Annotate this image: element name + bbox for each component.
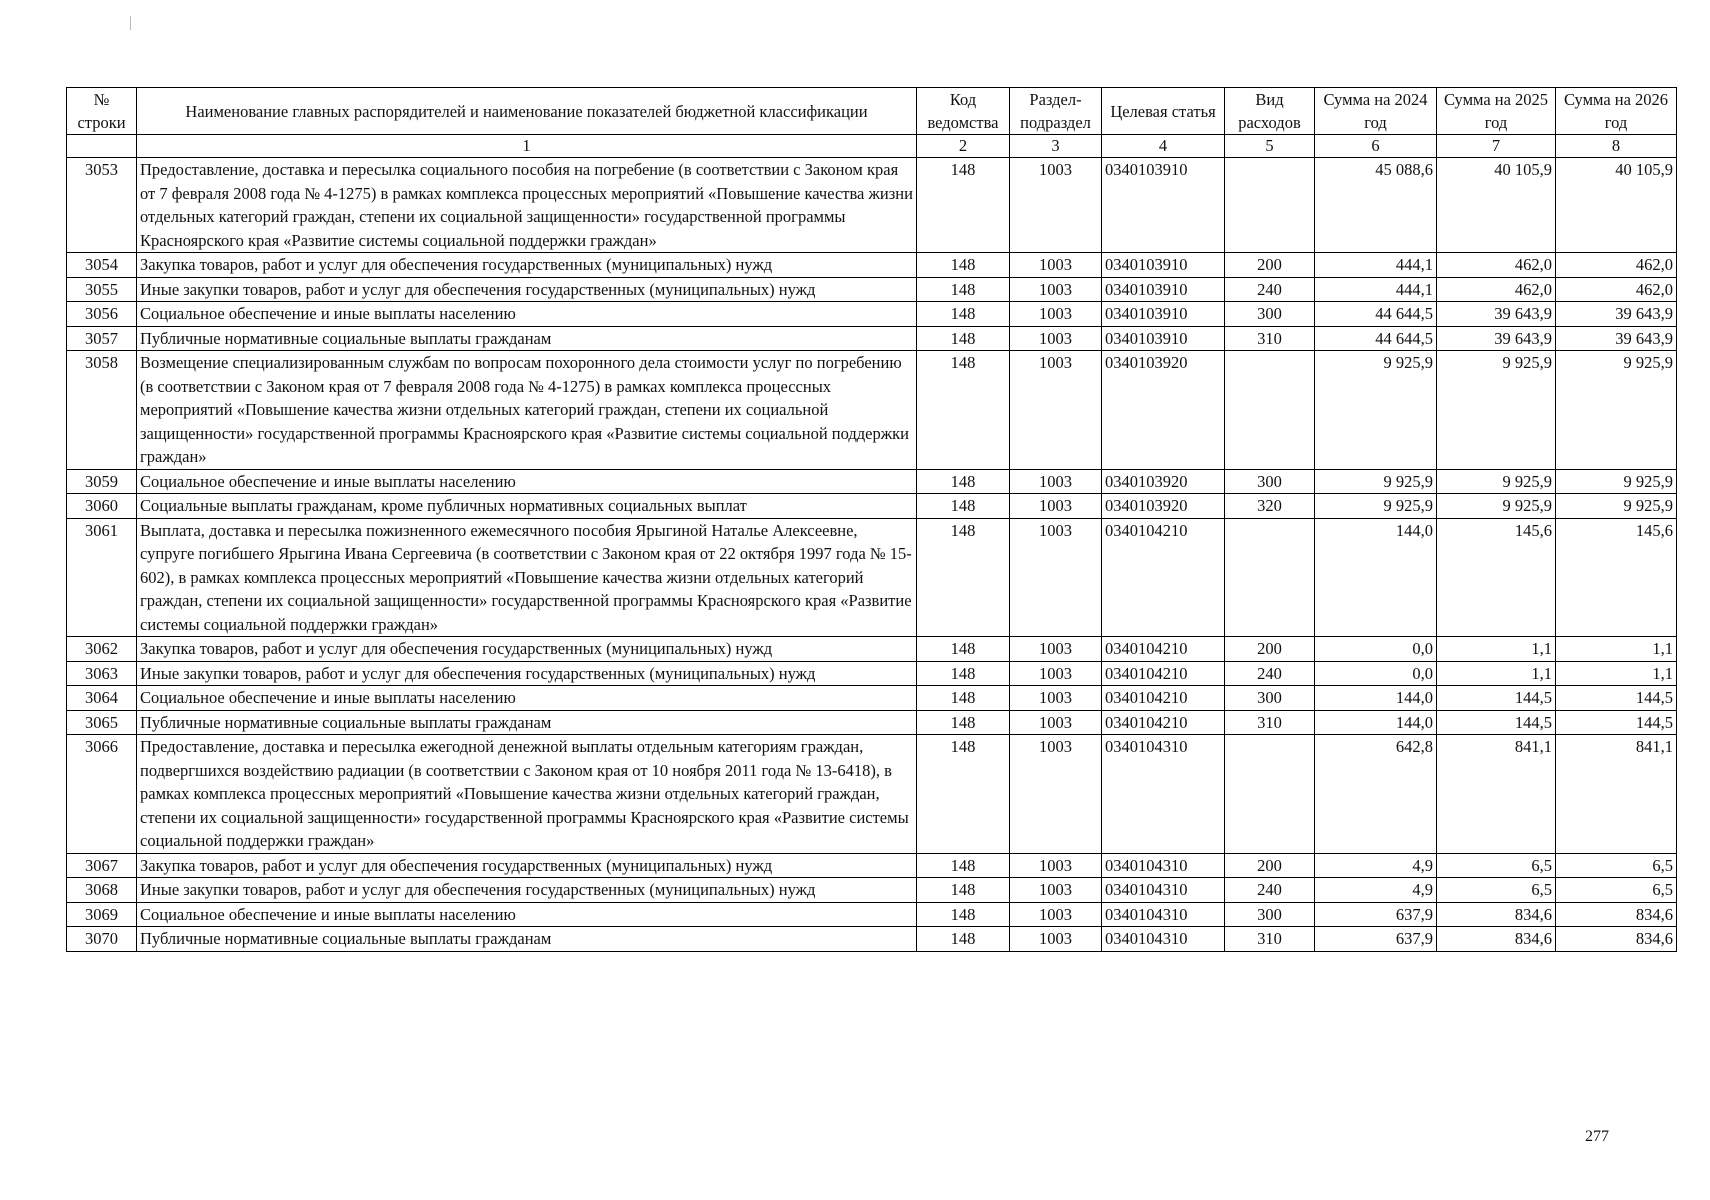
target-code: 0340103910: [1102, 253, 1225, 278]
row-name: Закупка товаров, работ и услуг для обеспечения государственных (муниципальных) нужд: [137, 853, 917, 878]
sum-2024: 444,1: [1315, 253, 1437, 278]
header-name: Наименование главных распорядителей и наименование показателей бюджетной классификации: [137, 88, 917, 135]
column-index: 5: [1225, 135, 1315, 158]
sum-2024: 0,0: [1315, 661, 1437, 686]
table-row: [67, 853, 1677, 878]
sum-2025: 9 925,9: [1437, 469, 1556, 494]
row-name: Социальное обеспечение и иные выплаты населению: [137, 686, 917, 711]
target-code: 0340104210: [1102, 637, 1225, 662]
target-code: 0340104310: [1102, 853, 1225, 878]
sum-2025: 841,1: [1437, 735, 1556, 854]
row-number: 3059: [67, 469, 137, 494]
dept-code: 148: [917, 735, 1010, 854]
sum-2026: 834,6: [1556, 927, 1677, 952]
expense-type: 240: [1225, 277, 1315, 302]
table-row: [67, 494, 1677, 519]
budget-table: [66, 87, 1677, 952]
target-code: 0340104210: [1102, 518, 1225, 637]
expense-type: 300: [1225, 469, 1315, 494]
sum-2024: 637,9: [1315, 902, 1437, 927]
header-row: [67, 88, 1677, 135]
sum-2025: 6,5: [1437, 853, 1556, 878]
table-row: [67, 518, 1677, 637]
dept-code: 148: [917, 253, 1010, 278]
section-code: 1003: [1010, 878, 1102, 903]
section-code: 1003: [1010, 927, 1102, 952]
sum-2026: 6,5: [1556, 853, 1677, 878]
section-code: 1003: [1010, 637, 1102, 662]
section-code: 1003: [1010, 735, 1102, 854]
dept-code: 148: [917, 158, 1010, 253]
row-name: Иные закупки товаров, работ и услуг для обеспечения государственных (муниципальных) нужд: [137, 661, 917, 686]
section-code: 1003: [1010, 518, 1102, 637]
row-name: Иные закупки товаров, работ и услуг для обеспечения государственных (муниципальных) нужд: [137, 878, 917, 903]
row-name: Возмещение специализированным службам по вопросам похоронного дела стоимости услуг по погребению (в соответствии с Законом края от 7 февраля 2008 года № 4-1275) в рамках комплекса процессных мероприятий «Повышение качества жизни отдельных категорий граждан, степени их социальной защищенности» государственной программы Красноярского края «Развитие системы социальной поддержки граждан»: [137, 351, 917, 470]
sum-2024: 45 088,6: [1315, 158, 1437, 253]
sum-2025: 144,5: [1437, 686, 1556, 711]
dept-code: 148: [917, 902, 1010, 927]
row-name: Закупка товаров, работ и услуг для обеспечения государственных (муниципальных) нужд: [137, 637, 917, 662]
table-row: [67, 878, 1677, 903]
target-code: 0340104210: [1102, 710, 1225, 735]
expense-type: 240: [1225, 878, 1315, 903]
sum-2026: 144,5: [1556, 710, 1677, 735]
sum-2024: 44 644,5: [1315, 302, 1437, 327]
expense-type: 200: [1225, 853, 1315, 878]
row-number: 3054: [67, 253, 137, 278]
row-number: 3055: [67, 277, 137, 302]
dept-code: 148: [917, 469, 1010, 494]
dept-code: 148: [917, 661, 1010, 686]
page-number: 277: [1585, 1128, 1609, 1145]
column-index: 1: [137, 135, 917, 158]
expense-type: [1225, 158, 1315, 253]
section-code: 1003: [1010, 469, 1102, 494]
section-code: 1003: [1010, 710, 1102, 735]
target-code: 0340104310: [1102, 878, 1225, 903]
row-number: 3065: [67, 710, 137, 735]
header-sum-2026: Сумма на 2026 год: [1556, 88, 1677, 135]
target-code: 0340104310: [1102, 902, 1225, 927]
section-code: 1003: [1010, 902, 1102, 927]
target-code: 0340104210: [1102, 686, 1225, 711]
section-code: 1003: [1010, 277, 1102, 302]
header-sum-2024: Сумма на 2024 год: [1315, 88, 1437, 135]
section-code: 1003: [1010, 253, 1102, 278]
expense-type: 240: [1225, 661, 1315, 686]
sum-2026: 9 925,9: [1556, 494, 1677, 519]
row-name: Выплата, доставка и пересылка пожизненного ежемесячного пособия Ярыгиной Наталье Алексеевне, супруге погибшего Ярыгина Ивана Сергеевича (в соответствии с Законом края от 22 октября 1997 года № 15-602), в рамках комплекса процессных мероприятий «Повышение качества жизни отдельных категорий граждан, степени их социальной защищенности» государственной программы Красноярского края «Развитие системы социальной поддержки граждан»: [137, 518, 917, 637]
table-row: [67, 302, 1677, 327]
section-code: 1003: [1010, 326, 1102, 351]
sum-2025: 9 925,9: [1437, 351, 1556, 470]
sum-2026: 462,0: [1556, 277, 1677, 302]
expense-type: 300: [1225, 686, 1315, 711]
dept-code: 148: [917, 853, 1010, 878]
target-code: 0340103910: [1102, 302, 1225, 327]
sum-2026: 834,6: [1556, 902, 1677, 927]
scan-mark: [130, 16, 131, 30]
sum-2024: 144,0: [1315, 686, 1437, 711]
row-number: 3061: [67, 518, 137, 637]
sum-2024: 9 925,9: [1315, 351, 1437, 470]
expense-type: 310: [1225, 927, 1315, 952]
table-body: [67, 158, 1677, 952]
row-number: 3068: [67, 878, 137, 903]
sum-2025: 145,6: [1437, 518, 1556, 637]
column-index: 2: [917, 135, 1010, 158]
section-code: 1003: [1010, 853, 1102, 878]
table-row: [67, 927, 1677, 952]
sum-2024: 642,8: [1315, 735, 1437, 854]
header-dept-code: Код ведомства: [917, 88, 1010, 135]
dept-code: 148: [917, 878, 1010, 903]
expense-type: 300: [1225, 302, 1315, 327]
row-name: Иные закупки товаров, работ и услуг для обеспечения государственных (муниципальных) нужд: [137, 277, 917, 302]
target-code: 0340103910: [1102, 326, 1225, 351]
expense-type: [1225, 735, 1315, 854]
column-index: 8: [1556, 135, 1677, 158]
table-row: [67, 158, 1677, 253]
target-code: 0340104310: [1102, 927, 1225, 952]
target-code: 0340104210: [1102, 661, 1225, 686]
row-number: 3062: [67, 637, 137, 662]
header-exp-type: Вид расходов: [1225, 88, 1315, 135]
section-code: 1003: [1010, 661, 1102, 686]
expense-type: 300: [1225, 902, 1315, 927]
expense-type: 200: [1225, 253, 1315, 278]
row-name: Публичные нормативные социальные выплаты гражданам: [137, 326, 917, 351]
dept-code: 148: [917, 302, 1010, 327]
row-number: 3070: [67, 927, 137, 952]
sum-2026: 841,1: [1556, 735, 1677, 854]
table-row: [67, 253, 1677, 278]
target-code: 0340104310: [1102, 735, 1225, 854]
sum-2025: 1,1: [1437, 637, 1556, 662]
sum-2026: 1,1: [1556, 661, 1677, 686]
expense-type: 200: [1225, 637, 1315, 662]
table-row: [67, 686, 1677, 711]
table-row: [67, 469, 1677, 494]
target-code: 0340103920: [1102, 469, 1225, 494]
sum-2024: 4,9: [1315, 853, 1437, 878]
sum-2025: 6,5: [1437, 878, 1556, 903]
row-number: 3060: [67, 494, 137, 519]
target-code: 0340103920: [1102, 351, 1225, 470]
expense-type: 320: [1225, 494, 1315, 519]
header-target: Целевая статья: [1102, 88, 1225, 135]
row-name: Социальное обеспечение и иные выплаты населению: [137, 302, 917, 327]
section-code: 1003: [1010, 351, 1102, 470]
sum-2024: 444,1: [1315, 277, 1437, 302]
target-code: 0340103910: [1102, 158, 1225, 253]
sum-2026: 9 925,9: [1556, 351, 1677, 470]
dept-code: 148: [917, 494, 1010, 519]
column-index: 3: [1010, 135, 1102, 158]
sum-2026: 144,5: [1556, 686, 1677, 711]
row-name: Публичные нормативные социальные выплаты гражданам: [137, 710, 917, 735]
row-name: Предоставление, доставка и пересылка ежегодной денежной выплаты отдельным категориям граждан, подвергшихся воздействию радиации (в соответствии с Законом края от 10 ноября 2011 года № 13-6418), в рамках комплекса процессных мероприятий «Повышение качества жизни отдельных категорий граждан, степени их социальной защищенности» государственной программы Красноярского края «Развитие системы социальной поддержки граждан»: [137, 735, 917, 854]
table-row: [67, 661, 1677, 686]
row-number: 3056: [67, 302, 137, 327]
sum-2025: 462,0: [1437, 277, 1556, 302]
sum-2024: 9 925,9: [1315, 494, 1437, 519]
expense-type: 310: [1225, 710, 1315, 735]
dept-code: 148: [917, 326, 1010, 351]
sum-2026: 6,5: [1556, 878, 1677, 903]
sum-2026: 1,1: [1556, 637, 1677, 662]
row-number: 3058: [67, 351, 137, 470]
sum-2025: 39 643,9: [1437, 302, 1556, 327]
row-name: Социальные выплаты гражданам, кроме публичных нормативных социальных выплат: [137, 494, 917, 519]
sum-2024: 637,9: [1315, 927, 1437, 952]
row-number: 3063: [67, 661, 137, 686]
column-index-blank: [67, 135, 137, 158]
column-index-row: [67, 135, 1677, 158]
dept-code: 148: [917, 686, 1010, 711]
sum-2025: 834,6: [1437, 927, 1556, 952]
row-number: 3053: [67, 158, 137, 253]
header-section: Раздел-подраздел: [1010, 88, 1102, 135]
sum-2026: 39 643,9: [1556, 326, 1677, 351]
dept-code: 148: [917, 927, 1010, 952]
section-code: 1003: [1010, 158, 1102, 253]
sum-2024: 44 644,5: [1315, 326, 1437, 351]
sum-2024: 144,0: [1315, 710, 1437, 735]
sum-2026: 462,0: [1556, 253, 1677, 278]
row-name: Социальное обеспечение и иные выплаты населению: [137, 902, 917, 927]
dept-code: 148: [917, 518, 1010, 637]
sum-2025: 144,5: [1437, 710, 1556, 735]
column-index: 7: [1437, 135, 1556, 158]
expense-type: 310: [1225, 326, 1315, 351]
sum-2025: 834,6: [1437, 902, 1556, 927]
sum-2026: 9 925,9: [1556, 469, 1677, 494]
dept-code: 148: [917, 637, 1010, 662]
sum-2025: 462,0: [1437, 253, 1556, 278]
target-code: 0340103910: [1102, 277, 1225, 302]
sum-2026: 40 105,9: [1556, 158, 1677, 253]
table-row: [67, 735, 1677, 854]
column-index: 6: [1315, 135, 1437, 158]
target-code: 0340103920: [1102, 494, 1225, 519]
section-code: 1003: [1010, 302, 1102, 327]
dept-code: 148: [917, 277, 1010, 302]
row-number: 3057: [67, 326, 137, 351]
table-row: [67, 902, 1677, 927]
row-name: Публичные нормативные социальные выплаты гражданам: [137, 927, 917, 952]
sum-2025: 9 925,9: [1437, 494, 1556, 519]
row-number: 3069: [67, 902, 137, 927]
table-row: [67, 277, 1677, 302]
sum-2024: 4,9: [1315, 878, 1437, 903]
row-number: 3067: [67, 853, 137, 878]
expense-type: [1225, 351, 1315, 470]
sum-2024: 9 925,9: [1315, 469, 1437, 494]
section-code: 1003: [1010, 686, 1102, 711]
row-number: 3066: [67, 735, 137, 854]
table-row: [67, 326, 1677, 351]
dept-code: 148: [917, 351, 1010, 470]
table-row: [67, 710, 1677, 735]
row-name: Социальное обеспечение и иные выплаты населению: [137, 469, 917, 494]
header-sum-2025: Сумма на 2025 год: [1437, 88, 1556, 135]
sum-2024: 0,0: [1315, 637, 1437, 662]
table-row: [67, 351, 1677, 470]
sum-2025: 39 643,9: [1437, 326, 1556, 351]
row-name: Закупка товаров, работ и услуг для обеспечения государственных (муниципальных) нужд: [137, 253, 917, 278]
dept-code: 148: [917, 710, 1010, 735]
sum-2025: 40 105,9: [1437, 158, 1556, 253]
row-number: 3064: [67, 686, 137, 711]
table-row: [67, 637, 1677, 662]
sum-2025: 1,1: [1437, 661, 1556, 686]
header-row-no: № строки: [67, 88, 137, 135]
row-name: Предоставление, доставка и пересылка социального пособия на погребение (в соответствии с Законом края от 7 февраля 2008 года № 4-1275) в рамках комплекса процессных мероприятий «Повышение качества жизни отдельных категорий граждан, степени их социальной защищенности» государственной программы Красноярского края «Развитие системы социальной поддержки граждан»: [137, 158, 917, 253]
expense-type: [1225, 518, 1315, 637]
sum-2026: 145,6: [1556, 518, 1677, 637]
column-index: 4: [1102, 135, 1225, 158]
sum-2026: 39 643,9: [1556, 302, 1677, 327]
sum-2024: 144,0: [1315, 518, 1437, 637]
section-code: 1003: [1010, 494, 1102, 519]
